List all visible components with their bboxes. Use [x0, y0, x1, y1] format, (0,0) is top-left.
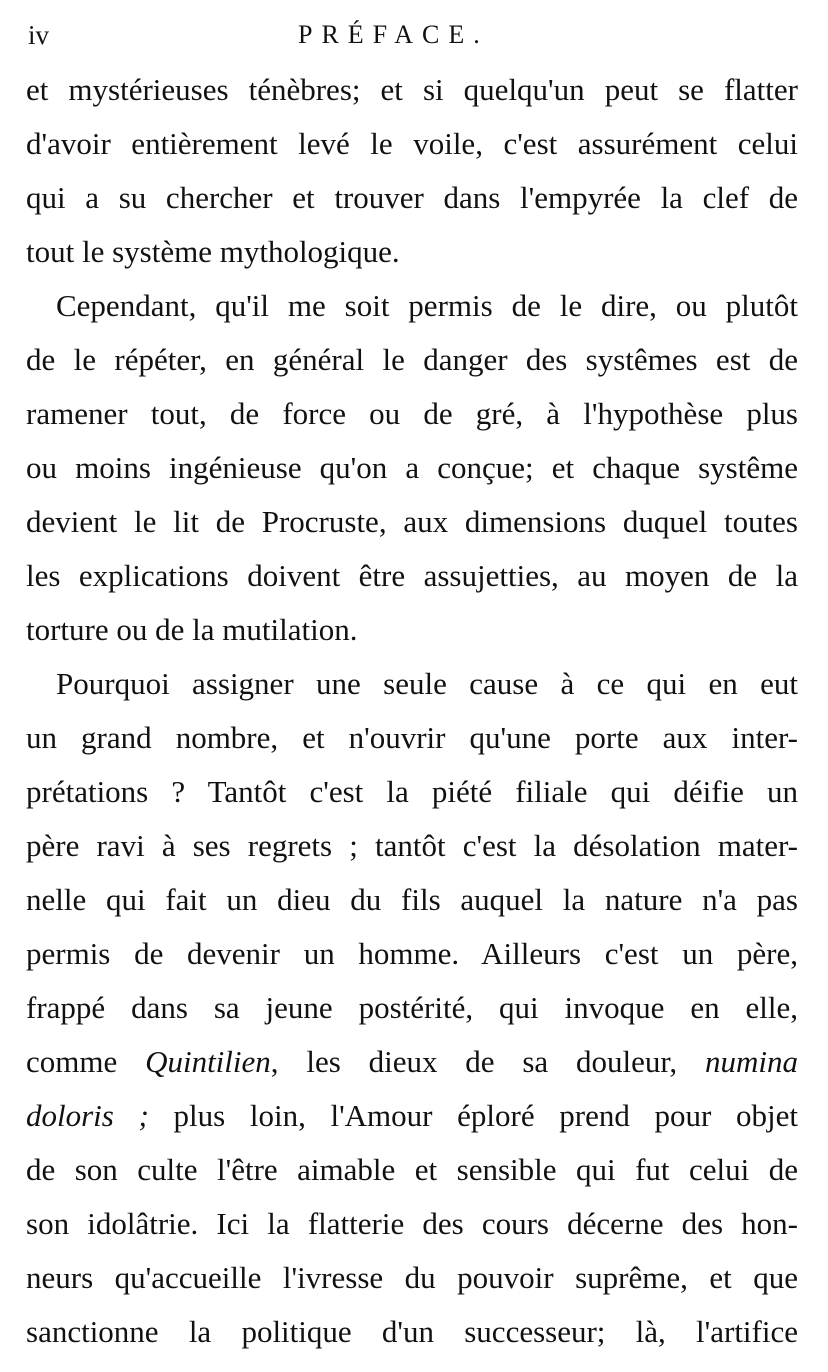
text-line [26, 1035, 798, 1089]
text-run: , les dieux de sa douleur, [270, 1044, 705, 1079]
text-line: de le répéter, en général le danger des systêmes est de [26, 342, 798, 377]
text-line: qui a su chercher et trouver dans l'empyrée la clef de [26, 180, 798, 215]
text-line: père ravi à ses regrets ; tantôt c'est la désolation mater- [26, 828, 798, 863]
text-line: et mystérieuses ténèbres; et si quelqu'un peut se flatter [26, 72, 798, 107]
text-line: devient le lit de Procruste, aux dimensions duquel toutes [26, 504, 798, 539]
text-line: Cependant, qu'il me soit permis de le dire, ou plutôt [56, 288, 798, 323]
text-line: prétations ? Tantôt c'est la piété filiale qui déifie un [26, 774, 798, 809]
page-header [28, 14, 808, 54]
page-number: iv [28, 20, 50, 50]
body-text [26, 63, 798, 1359]
text-line: tout le système mythologique. [26, 234, 400, 269]
text-line: un grand nombre, et n'ouvrir qu'une porte aux inter- [26, 720, 798, 755]
text-line: nelle qui fait un dieu du fils auquel la nature n'a pas [26, 882, 798, 917]
text-line: torture ou de la mutilation. [26, 612, 358, 647]
text-line: Pourquoi assigner une seule cause à ce qui en eut [56, 666, 798, 701]
text-line: d'avoir entièrement levé le voile, c'est assurément celui [26, 126, 798, 161]
text-line: frappé dans sa jeune postérité, qui invoque en elle, [26, 990, 798, 1025]
text-line: sanctionne la politique d'un successeur; là, l'artifice [26, 1314, 798, 1349]
text-line: son idolâtrie. Ici la flatterie des cours décerne des hon- [26, 1206, 798, 1241]
running-head: PRÉFACE. [298, 20, 489, 49]
text-line: neurs qu'accueille l'ivresse du pouvoir suprême, et que [26, 1260, 798, 1295]
text-line: les explications doivent être assujetties, au moyen de la [26, 558, 798, 593]
italic-name-quintilien: Quintilien [145, 1044, 271, 1079]
italic-latin-phrase: numina [705, 1044, 798, 1079]
text-line: de son culte l'être aimable et sensible qui fut celui de [26, 1152, 798, 1187]
italic-latin-phrase: doloris ; [26, 1098, 149, 1133]
text-run: plus loin, l'Amour éploré prend pour objet [148, 1098, 798, 1133]
text-line [26, 1089, 798, 1143]
text-line: permis de devenir un homme. Ailleurs c'est un père, [26, 936, 798, 971]
text-run: comme [26, 1044, 146, 1079]
text-line: ou moins ingénieuse qu'on a conçue; et chaque systême [26, 450, 798, 485]
text-line: ramener tout, de force ou de gré, à l'hypothèse plus [26, 396, 798, 431]
